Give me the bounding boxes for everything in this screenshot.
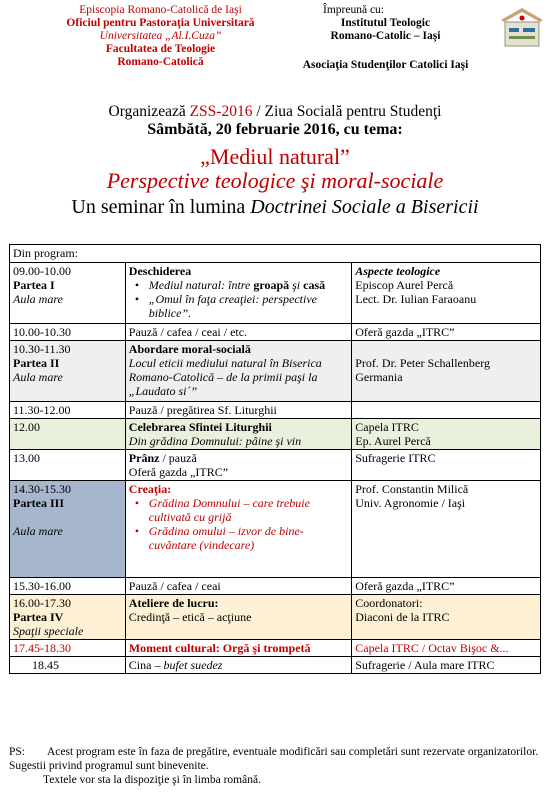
- table-row: [10, 263, 541, 324]
- session-desc: Credinţă – etică – acţiune: [128, 610, 252, 624]
- activity-cell: [125, 595, 351, 640]
- time-cell: 18.45: [10, 657, 126, 674]
- program-table: [9, 244, 541, 674]
- part-label: Partea IV: [13, 610, 64, 624]
- event-code: ZSS-2016: [189, 103, 253, 120]
- organizer-line: Oficiul pentru Pastoraţia Universitară: [66, 17, 255, 29]
- session-title: Deschiderea: [128, 264, 192, 278]
- seminar-italic: Doctrinei Sociale a Bisericii: [250, 196, 479, 218]
- time-cell: 13.00: [10, 450, 126, 481]
- time: 10.30-11.30: [13, 342, 71, 356]
- partner-line: Institutul Teologic: [340, 17, 431, 29]
- table-row: [10, 640, 541, 657]
- activity-cell: [125, 657, 351, 674]
- intro-prefix: Organizează: [108, 103, 190, 120]
- speaker: Capela ITRC: [355, 420, 419, 434]
- speaker-cell: Capela ITRC / Octav Bişoc &...: [352, 640, 541, 657]
- topic-bold: casă: [303, 278, 326, 292]
- activity-text: Cina –: [128, 658, 164, 672]
- activity-cell: Pauză / cafea / ceai / etc.: [125, 324, 351, 341]
- theme-subtitle: Perspective teologice şi moral-sociale: [106, 168, 444, 193]
- partner-intro: Împreună cu:: [323, 4, 384, 16]
- seminar-line: [0, 195, 550, 219]
- seminar-prefix: Un seminar în lumina: [71, 196, 251, 218]
- topic-list: [129, 496, 348, 552]
- time-cell: 15.30-16.00: [10, 578, 126, 595]
- speaker: Germania: [355, 370, 403, 384]
- topic-bold: groapă: [253, 278, 290, 292]
- session-desc: Din grădina Domnului: pâine şi vin: [128, 434, 302, 448]
- speaker: Episcop Aurel Percă: [355, 278, 454, 292]
- time-cell: 12.00: [10, 419, 126, 450]
- activity-cell: Moment cultural: Orgă şi trompetă: [125, 640, 351, 657]
- activity-cell: [125, 481, 351, 578]
- table-row: [10, 341, 541, 402]
- ps-label: PS:: [9, 746, 25, 758]
- activity-cell: Pauză / pregătirea Sf. Liturghii: [125, 402, 351, 419]
- list-item: • Grădina omului – izvor de bine-cuvântare (vindecare): [143, 524, 348, 552]
- place: Spaţii speciale: [13, 624, 84, 638]
- organizer-line: Universitatea „Al.I.Cuza”: [99, 30, 222, 42]
- itrc-logo-icon: [497, 6, 547, 50]
- time-cell: 10.00-10.30: [10, 324, 126, 341]
- organizer-block: [18, 4, 303, 69]
- part-label: Partea I: [13, 278, 55, 292]
- part-label: Partea III: [13, 496, 64, 510]
- partner-line: Asociaţia Studenţilor Catolici Iaşi: [302, 59, 469, 71]
- note-text: Acest program este în faza de pregătire, eventuale modificări sau completări sunt rezervate organizatorilor. Sugestii privind programul sunt binevenite.: [9, 746, 539, 772]
- list-item: • „Omul în faţa creaţiei: perspective biblice”.: [143, 292, 348, 320]
- time: 14.30-15.30: [13, 482, 71, 496]
- speaker: Prof. Constantin Milică: [355, 482, 469, 496]
- speaker-cell: Oferă gazda „ITRC”: [352, 324, 541, 341]
- time: 09.00-10.00: [13, 264, 71, 278]
- session-suffix: / pauză: [159, 451, 197, 465]
- table-row: [10, 657, 541, 674]
- speaker: Diaconi de la ITRC: [355, 610, 450, 624]
- activity-cell: [125, 450, 351, 481]
- intro-line: [0, 103, 550, 121]
- time-cell: [10, 263, 126, 324]
- partner-block: [283, 4, 488, 72]
- time-cell: 11.30-12.00: [10, 402, 126, 419]
- speaker-cell: [352, 402, 541, 419]
- session-title: Prânz: [128, 451, 160, 465]
- organizer-line: Episcopia Romano-Catolică de Iaşi: [79, 4, 242, 16]
- topic-list: [129, 278, 348, 320]
- time: 16.00-17.30: [13, 596, 71, 610]
- footer-note-2: Textele vor sta la dispoziţie şi în limba română.: [43, 774, 261, 786]
- table-row: [10, 595, 541, 640]
- session-title: Ateliere de lucru:: [128, 596, 219, 610]
- activity-cell: [125, 419, 351, 450]
- session-title: Creaţia:: [128, 482, 172, 496]
- organizer-line: Romano-Catolică: [117, 56, 204, 68]
- speaker-cell: [352, 341, 541, 402]
- table-row: [10, 578, 541, 595]
- speaker: Coordonatori:: [355, 596, 423, 610]
- partner-line: Romano-Catolic – Iaşi: [330, 30, 441, 42]
- list-item: • Grădina Domnului – care trebuie cultivată cu grijă: [143, 496, 348, 524]
- speaker-cell: [352, 419, 541, 450]
- session-title: Celebrarea Sfintei Liturghii: [128, 420, 272, 434]
- place: Aula mare: [13, 524, 63, 538]
- date-line: Sâmbătă, 20 februarie 2016, cu tema:: [147, 121, 403, 138]
- session-desc: Locul eticii mediului natural în Biserica Romano-Catolică – de la primii paşi la „Laudato si´”: [128, 356, 322, 398]
- place: Aula mare: [13, 292, 63, 306]
- speaker-cell: [352, 481, 541, 578]
- table-row: [10, 450, 541, 481]
- speaker-cell: [352, 595, 541, 640]
- speaker: Ep. Aurel Percă: [355, 434, 431, 448]
- intro-suffix: / Ziua Socială pentru Studenţi: [252, 103, 442, 120]
- speaker: Lect. Dr. Iulian Faraoanu: [355, 292, 477, 306]
- table-row: [10, 324, 541, 341]
- activity-italic: bufet suedez: [163, 658, 223, 672]
- table-row: [10, 419, 541, 450]
- time-cell: [10, 595, 126, 640]
- speaker-cell: [352, 263, 541, 324]
- activity-cell: Pauză / cafea / ceai: [125, 578, 351, 595]
- speaker: Prof. Dr. Peter Schallenberg: [355, 356, 490, 370]
- theme-title: „Mediul natural”: [200, 144, 350, 169]
- time-cell: [10, 341, 126, 402]
- activity-cell: [125, 341, 351, 402]
- time-cell: 17.45-18.30: [10, 640, 126, 657]
- session-title: Abordare moral-socială: [128, 342, 251, 356]
- topic-text: şi: [289, 278, 304, 292]
- table-row: [10, 402, 541, 419]
- speaker-cell: Sufragerie ITRC: [352, 450, 541, 481]
- speaker-cell: Sufragerie / Aula mare ITRC: [352, 657, 541, 674]
- session-desc: Oferă gazda „ITRC”: [128, 465, 229, 479]
- time-cell: [10, 481, 126, 578]
- topic-text: Mediul natural: între: [148, 278, 254, 292]
- speaker-cell: Oferă gazda „ITRC”: [352, 578, 541, 595]
- table-row: [10, 245, 541, 263]
- program-header: Din program:: [10, 245, 541, 263]
- table-row: [10, 481, 541, 578]
- aspect-title: Aspecte teologice: [355, 264, 441, 278]
- list-item: [143, 278, 348, 292]
- organizer-line: Facultatea de Teologie: [105, 43, 216, 55]
- part-label: Partea II: [13, 356, 60, 370]
- footer-note: [9, 745, 541, 773]
- activity-cell: [125, 263, 351, 324]
- place: Aula mare: [13, 370, 63, 384]
- speaker: Univ. Agronomie / Iaşi: [355, 496, 466, 510]
